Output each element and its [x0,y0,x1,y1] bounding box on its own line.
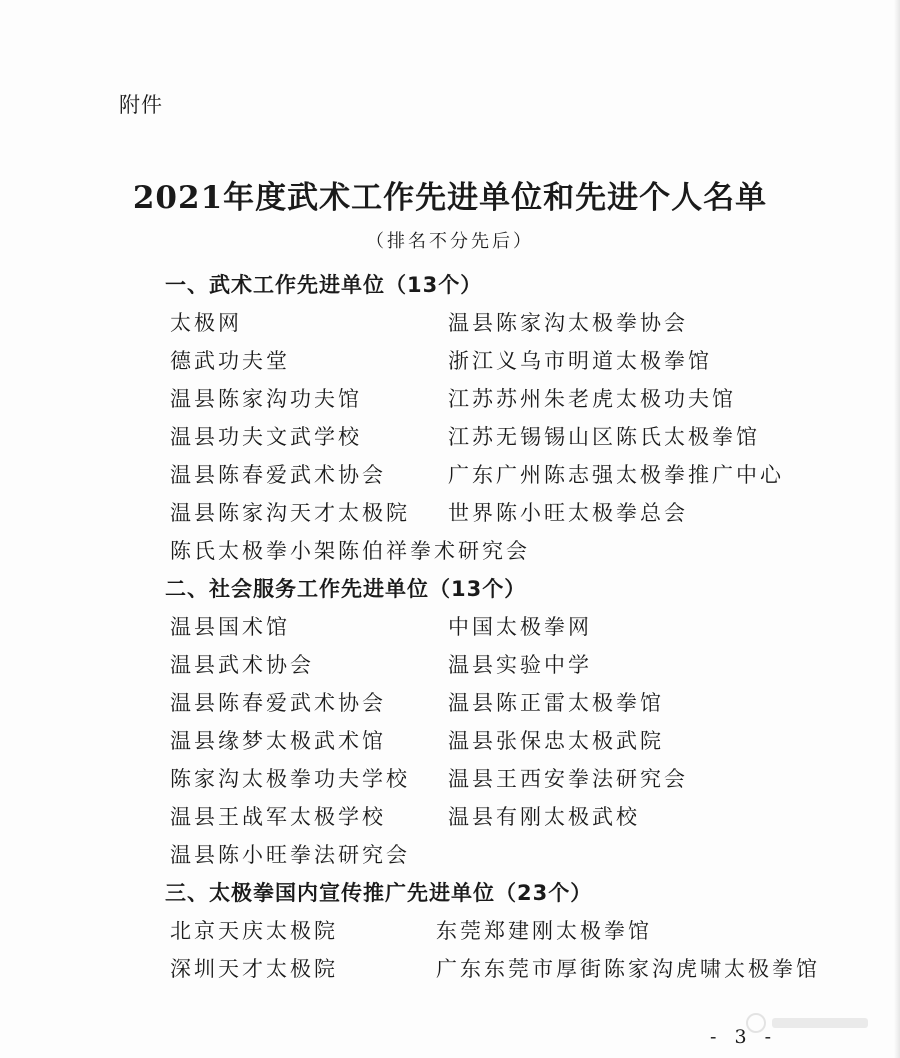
list-row [170,304,850,342]
list-row [170,760,850,798]
unit-name: 广东东莞市厚街陈家沟虎啸太极拳馆 [436,957,820,981]
unit-name: 世界陈小旺太极拳总会 [448,501,688,525]
list-row [170,418,850,456]
list-row [170,722,850,760]
unit-name: 北京天庆太极院 [170,919,338,943]
page-number: - 3 - [710,1026,778,1048]
unit-name: 东莞郑建刚太极拳馆 [436,919,652,943]
unit-name: 江苏苏州朱老虎太极功夫馆 [448,387,736,411]
unit-name: 温县张保忠太极武院 [448,729,664,753]
unit-name: 温县陈春爱武术协会 [170,463,386,487]
unit-name: 德武功夫堂 [170,349,290,373]
list-row [170,532,850,570]
unit-name: 温县陈家沟太极拳协会 [448,311,688,335]
unit-name: 广东广州陈志强太极拳推广中心 [448,463,784,487]
section-social-service-units [165,570,850,874]
list-row [170,798,850,836]
document-subtitle: （排名不分先后） [366,231,534,252]
unit-name: 温县缘梦太极武术馆 [170,729,386,753]
list-row [170,836,850,874]
unit-name: 温县陈正雷太极拳馆 [448,691,664,715]
list-row [170,912,850,950]
unit-name: 浙江义乌市明道太极拳馆 [448,349,712,373]
unit-name: 温县王战军太极学校 [170,805,386,829]
list-row [170,342,850,380]
unit-name: 温县王西安拳法研究会 [448,767,688,791]
unit-name: 温县陈家沟天才太极院 [170,501,410,525]
unit-name: 陈氏太极拳小架陈伯祥拳术研究会 [170,539,530,563]
attachment-label: 附件 [119,93,163,117]
list-content [165,266,850,988]
list-row [170,646,850,684]
unit-name: 温县陈春爱武术协会 [170,691,386,715]
watermark-logo-icon [744,1010,874,1036]
unit-name: 温县有刚太极武校 [448,805,640,829]
list-row [170,950,850,988]
unit-name: 温县实验中学 [448,653,592,677]
unit-name: 中国太极拳网 [448,615,592,639]
list-row [170,684,850,722]
page-edge-shadow [894,0,900,1058]
section-heading: 三、太极拳国内宣传推广先进单位（23个） [165,881,593,905]
unit-name: 温县武术协会 [170,653,314,677]
unit-name: 温县陈家沟功夫馆 [170,387,362,411]
section-heading: 一、武术工作先进单位（13个） [165,273,483,297]
section-heading: 二、社会服务工作先进单位（13个） [165,577,527,601]
unit-name: 江苏无锡锡山区陈氏太极拳馆 [448,425,760,449]
unit-name: 太极网 [170,311,242,335]
unit-name: 深圳天才太极院 [170,957,338,981]
list-row [170,494,850,532]
unit-name: 温县陈小旺拳法研究会 [170,843,410,867]
document-title: 2021年度武术工作先进单位和先进个人名单 [132,180,768,216]
section-promotion-units [165,874,850,988]
section-advanced-units [165,266,850,570]
unit-name: 温县功夫文武学校 [170,425,362,449]
unit-name: 温县国术馆 [170,615,290,639]
list-row [170,608,850,646]
unit-name: 陈家沟太极拳功夫学校 [170,767,410,791]
list-row [170,456,850,494]
list-row [170,380,850,418]
